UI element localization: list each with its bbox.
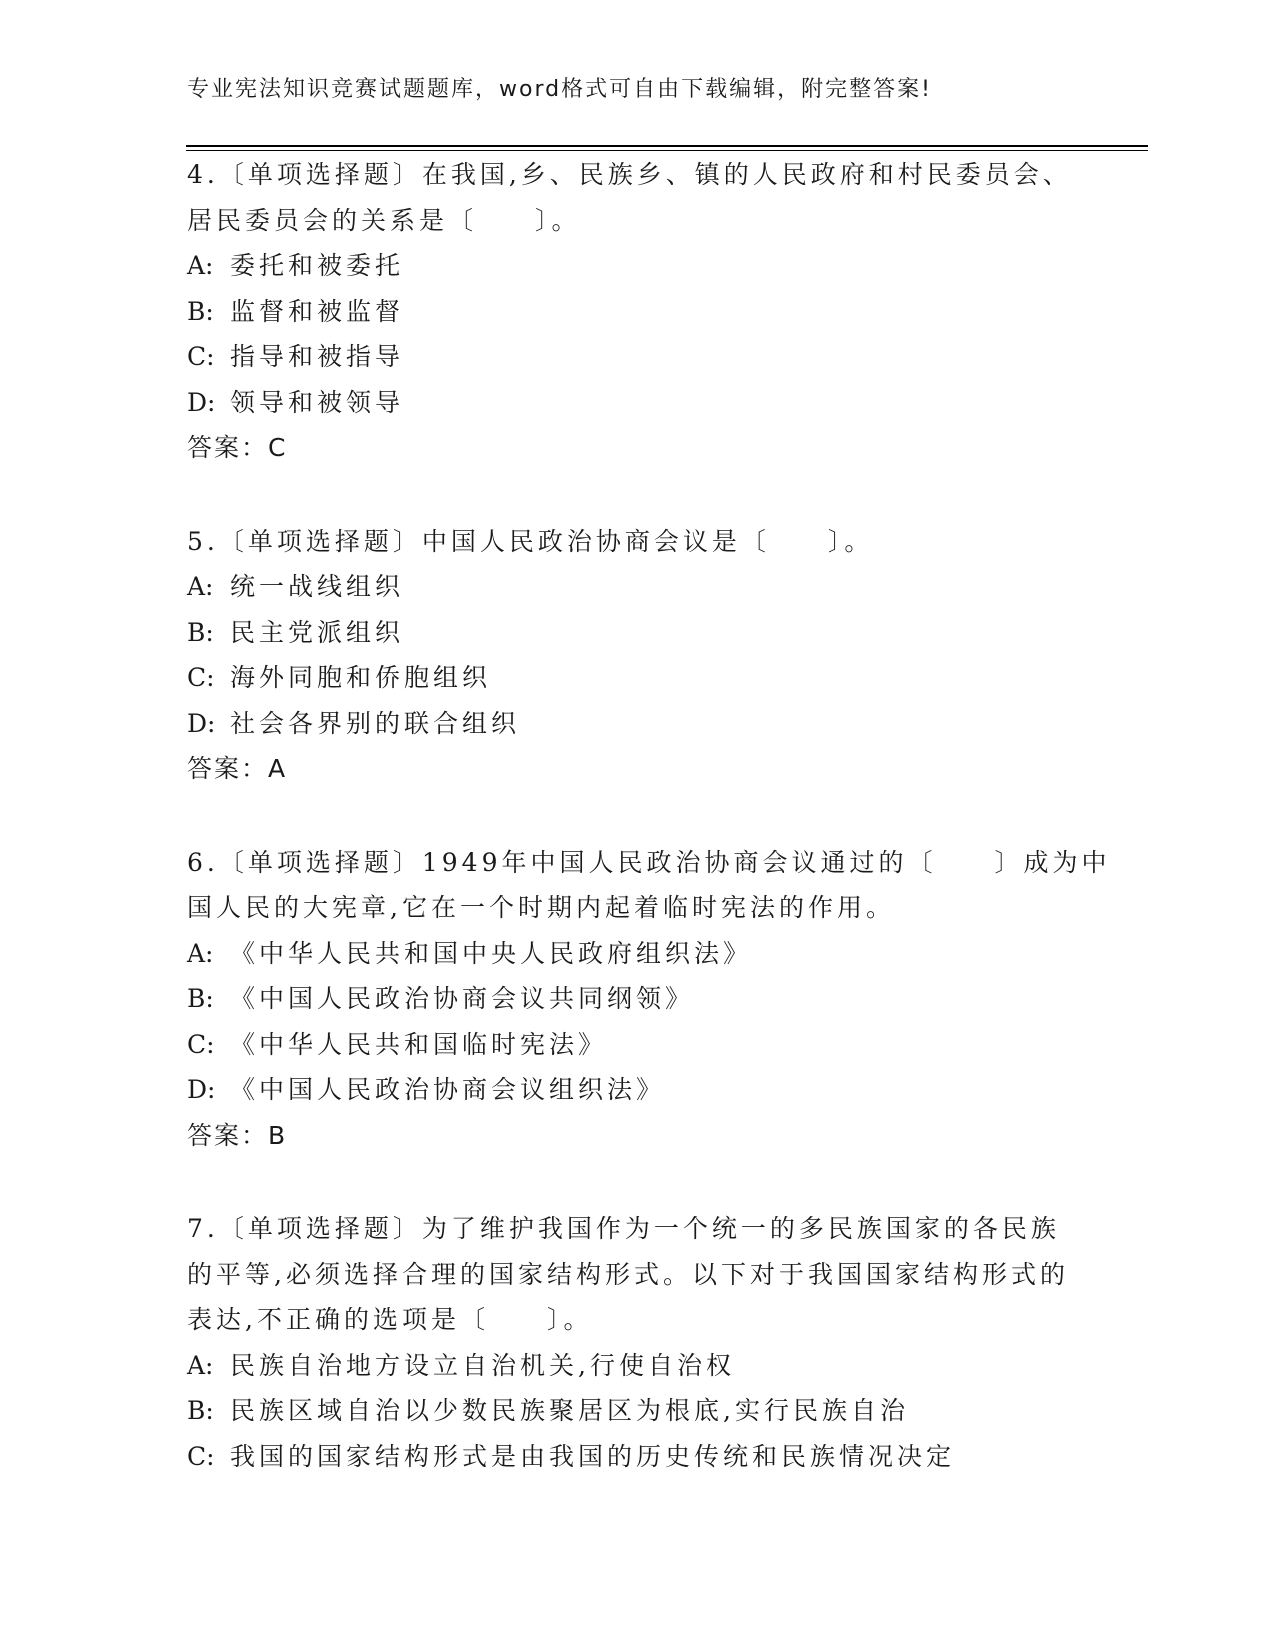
- question-6: [187, 840, 1111, 1159]
- question-stem-line: 6.〔单项选择题〕1949年中国人民政治协商会议通过的〔 〕成为中: [187, 847, 1111, 877]
- answer-line: 答案：B: [187, 1120, 288, 1150]
- option-text: 统一战线组织: [230, 572, 405, 601]
- option-text: 海外同胞和侨胞组织: [230, 663, 492, 692]
- option-b: [187, 976, 1087, 1022]
- option-text: 我国的国家结构形式是由我国的历史传统和民族情况决定: [230, 1441, 956, 1471]
- option-key: C:: [187, 663, 215, 692]
- question-5: [187, 519, 1087, 792]
- option-key: B:: [187, 296, 214, 326]
- option-d: [187, 1067, 1087, 1113]
- option-key: A:: [187, 1350, 214, 1380]
- option-text: 民主党派组织: [230, 617, 405, 647]
- question-list: [187, 152, 1111, 1479]
- option-b: [187, 289, 1087, 335]
- option-a: [187, 1343, 1087, 1389]
- question-7: [187, 1206, 1087, 1479]
- option-key: C:: [187, 1441, 215, 1471]
- question-stem-line: 表达,不正确的选项是〔 〕。: [187, 1305, 593, 1334]
- option-key: B:: [187, 984, 214, 1013]
- question-stem-line: 的平等,必须选择合理的国家结构形式。以下对于我国国家结构形式的: [187, 1259, 1069, 1289]
- option-key: A:: [187, 938, 214, 968]
- option-text: 委托和被委托: [230, 251, 405, 280]
- option-a: [187, 243, 1087, 289]
- option-text: 《中国人民政治协商会议共同纲领》: [230, 984, 695, 1013]
- option-key: D:: [187, 1075, 216, 1104]
- option-text: 监督和被监督: [230, 296, 405, 326]
- option-c: [187, 1434, 1087, 1480]
- option-a: [187, 931, 1087, 977]
- option-key: C:: [187, 1029, 215, 1059]
- answer-line: 答案：C: [187, 433, 288, 462]
- option-b: [187, 1388, 1087, 1434]
- option-text: 《中华人民共和国临时宪法》: [230, 1029, 608, 1059]
- question-stem-line: 4.〔单项选择题〕在我国,乡、民族乡、镇的人民政府和村民委员会、: [187, 160, 1072, 189]
- header-rule-thin: [186, 150, 1148, 151]
- option-a: [187, 564, 1087, 610]
- question-stem-line: 国人民的大宪章,它在一个时期内起着临时宪法的作用。: [187, 893, 895, 922]
- option-text: 指导和被指导: [230, 342, 405, 371]
- question-stem-line: 5.〔单项选择题〕中国人民政治协商会议是〔 〕。: [187, 526, 874, 556]
- option-c: [187, 1022, 1087, 1068]
- option-key: C:: [187, 342, 215, 371]
- option-key: B:: [187, 1396, 214, 1425]
- option-key: B:: [187, 617, 214, 647]
- option-text: 民族自治地方设立自治机关,行使自治权: [230, 1350, 735, 1380]
- option-text: 领导和被领导: [230, 387, 405, 417]
- option-text: 《中华人民共和国中央人民政府组织法》: [230, 938, 753, 968]
- option-key: A:: [187, 572, 214, 601]
- option-c: [187, 334, 1087, 380]
- option-key: D:: [187, 387, 216, 417]
- page-header: 专业宪法知识竞赛试题题库，word格式可自由下载编辑，附完整答案!: [187, 77, 932, 102]
- answer-line: 答案：A: [187, 754, 288, 783]
- option-key: A:: [187, 251, 214, 280]
- option-d: [187, 380, 1087, 426]
- question-stem-line: 7.〔单项选择题〕为了维护我国作为一个统一的多民族国家的各民族: [187, 1214, 1060, 1243]
- option-d: [187, 701, 1087, 747]
- question-stem-line: 居民委员会的关系是〔 〕。: [187, 205, 581, 235]
- option-text: 民族区域自治以少数民族聚居区为根底,实行民族自治: [230, 1396, 909, 1425]
- question-4: [187, 152, 1087, 471]
- option-text: 《中国人民政治协商会议组织法》: [230, 1075, 666, 1104]
- header-rule-thick: [186, 145, 1148, 147]
- option-b: [187, 610, 1087, 656]
- option-key: D:: [187, 708, 216, 738]
- option-c: [187, 655, 1087, 701]
- option-text: 社会各界别的联合组织: [230, 708, 521, 738]
